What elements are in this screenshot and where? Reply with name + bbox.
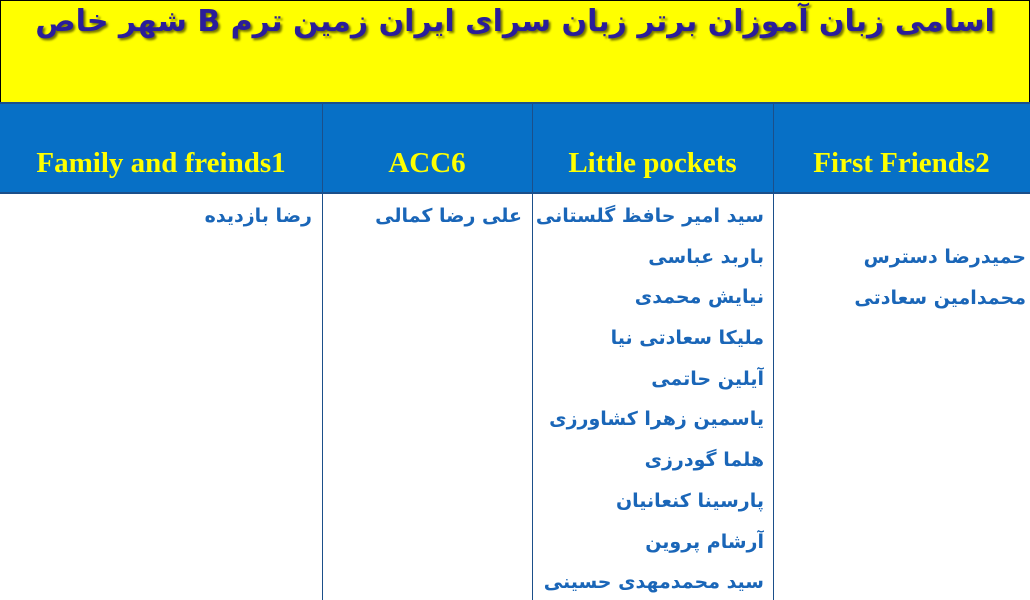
student-name: آیلین حاتمی bbox=[651, 367, 764, 390]
student-name: ملیکا سعادتی نیا bbox=[610, 327, 764, 350]
student-name: پارسینا کنعانیان bbox=[615, 489, 764, 512]
student-name: محمدامین سعادتی bbox=[854, 286, 1026, 309]
student-name: رضا بازدیده bbox=[204, 205, 312, 227]
column-divider bbox=[322, 102, 323, 600]
student-name: سید امیر حافظ گلستانی bbox=[535, 205, 764, 227]
column-header-acc6: ACC6 bbox=[388, 146, 466, 179]
column-students-first-friends bbox=[773, 237, 1026, 318]
student-name: آرشام پروین bbox=[645, 530, 764, 553]
column-header-first-friends: First Friends2 bbox=[813, 146, 990, 179]
student-name: سید محمدمهدی حسینی bbox=[543, 571, 764, 594]
student-name: حمیدرضا دسترس bbox=[863, 246, 1026, 268]
student-name: یاسمین زهرا کشاورزی bbox=[549, 408, 764, 431]
student-name: نیایش محمدی bbox=[634, 286, 764, 309]
table-header-row bbox=[0, 102, 1030, 194]
student-name: باربد عباسی bbox=[648, 245, 764, 268]
student-name: علی رضا کمالی bbox=[375, 205, 522, 227]
page-title: اسامی زبان آموزان برتر زبان سرای ایران زمین ترم B شهر خاص bbox=[35, 4, 995, 39]
column-divider bbox=[773, 102, 774, 600]
column-students-little-pockets bbox=[532, 196, 764, 600]
column-header-family-and-friends: Family and freinds1 bbox=[36, 146, 286, 179]
column-header-little-pockets: Little pockets bbox=[568, 146, 737, 179]
column-students-acc6 bbox=[322, 196, 522, 237]
column-students-family-and-friends bbox=[0, 196, 312, 237]
student-name: هلما گودرزی bbox=[644, 449, 764, 472]
